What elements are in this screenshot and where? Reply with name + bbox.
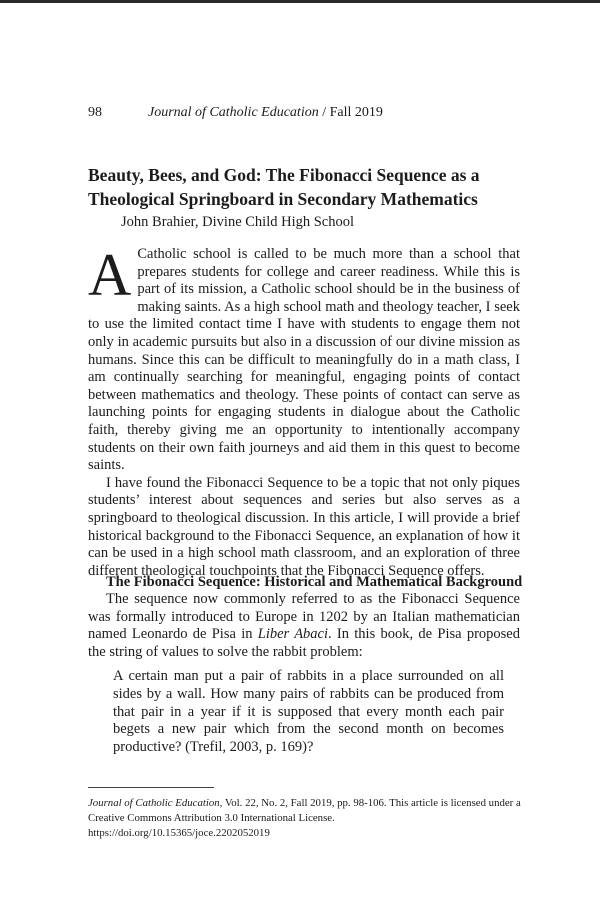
block-quote: A certain man put a pair of rabbits in a place surrounded on all sides by a wall. How many pairs of rabbits can be produced from that pair in a year if it is supposed that every month each pair begets a new pair which from the second month on becomes productive? (Trefil, 2003, p. 169)?	[113, 668, 504, 756]
page-number: 98	[88, 105, 102, 120]
footnote-journal: Journal of Catholic Education,	[88, 797, 223, 809]
footnote-rule	[88, 787, 214, 788]
book-title: Liber Abaci	[257, 626, 329, 643]
footnote-details: Vol. 22, No. 2, Fall 2019, pp. 98-106. This article is licensed under a Creative Commons Attribution 3.0 International License.	[88, 797, 521, 824]
paragraph-2: I have found the Fibonacci Sequence to be a topic that not only piques students’ interest about sequences and series but also serves as a springboard to theological discussion. In this article, I will provide a brief historical background to the Fibonacci Sequence, an explanation of how it can be used in a high school math classroom, and an exploration of three different theological touchpoints that the Fibonacci Sequence offers.	[88, 474, 520, 579]
section-paragraph-start: The sequence now commonly referred to as the Fibonacci Sequence was formally introduced to Europe in 1202 by an Italian mathematician named Leonardo de Pisa in	[88, 591, 520, 643]
drop-cap: A	[88, 242, 132, 308]
footnote	[88, 796, 528, 841]
article-title: Beauty, Bees, and God: The Fibonacci Sequence as a Theological Springboard in Secondary Mathematics	[88, 165, 480, 209]
running-header	[88, 105, 383, 121]
journal-name: Journal of Catholic Education	[148, 105, 319, 120]
section-body	[88, 591, 520, 661]
top-border	[0, 0, 600, 3]
paragraph-1-text: Catholic school is called to be much more than a school that prepares students for college and career readiness. While this is part of its mission, a Catholic school should be in the business of making saints. As a high school math and theology teacher, I seek to use the limited contact time I have with students to engage them not only in academic pursuits but also in a discussion of our divine mission as humans. Since this can be difficult to meaningfully do in a math class, I am continually searching for meaningful, engaging points of contact between mathematics and theology. These points of contact can serve as launching points for engaging students in dialogue about the Catholic faith, thereby giving me an opportunity to intentionally accompany students on their own faith journeys and aid them in this quest to become saints.	[88, 246, 520, 474]
section-heading: The Fibonacci Sequence: Historical and Mathematical Background	[106, 574, 523, 590]
paragraph-1	[88, 242, 520, 475]
article-body	[88, 242, 520, 580]
journal-issue: / Fall 2019	[318, 105, 383, 120]
footnote-doi[interactable]: https://doi.org/10.15365/joce.2202052019	[88, 827, 270, 839]
section-paragraph	[88, 591, 520, 661]
author-line: John Brahier, Divine Child High School	[121, 214, 355, 230]
section-paragraph-end: . In this book, de Pisa proposed the string of values to solve the rabbit problem:	[88, 626, 520, 660]
